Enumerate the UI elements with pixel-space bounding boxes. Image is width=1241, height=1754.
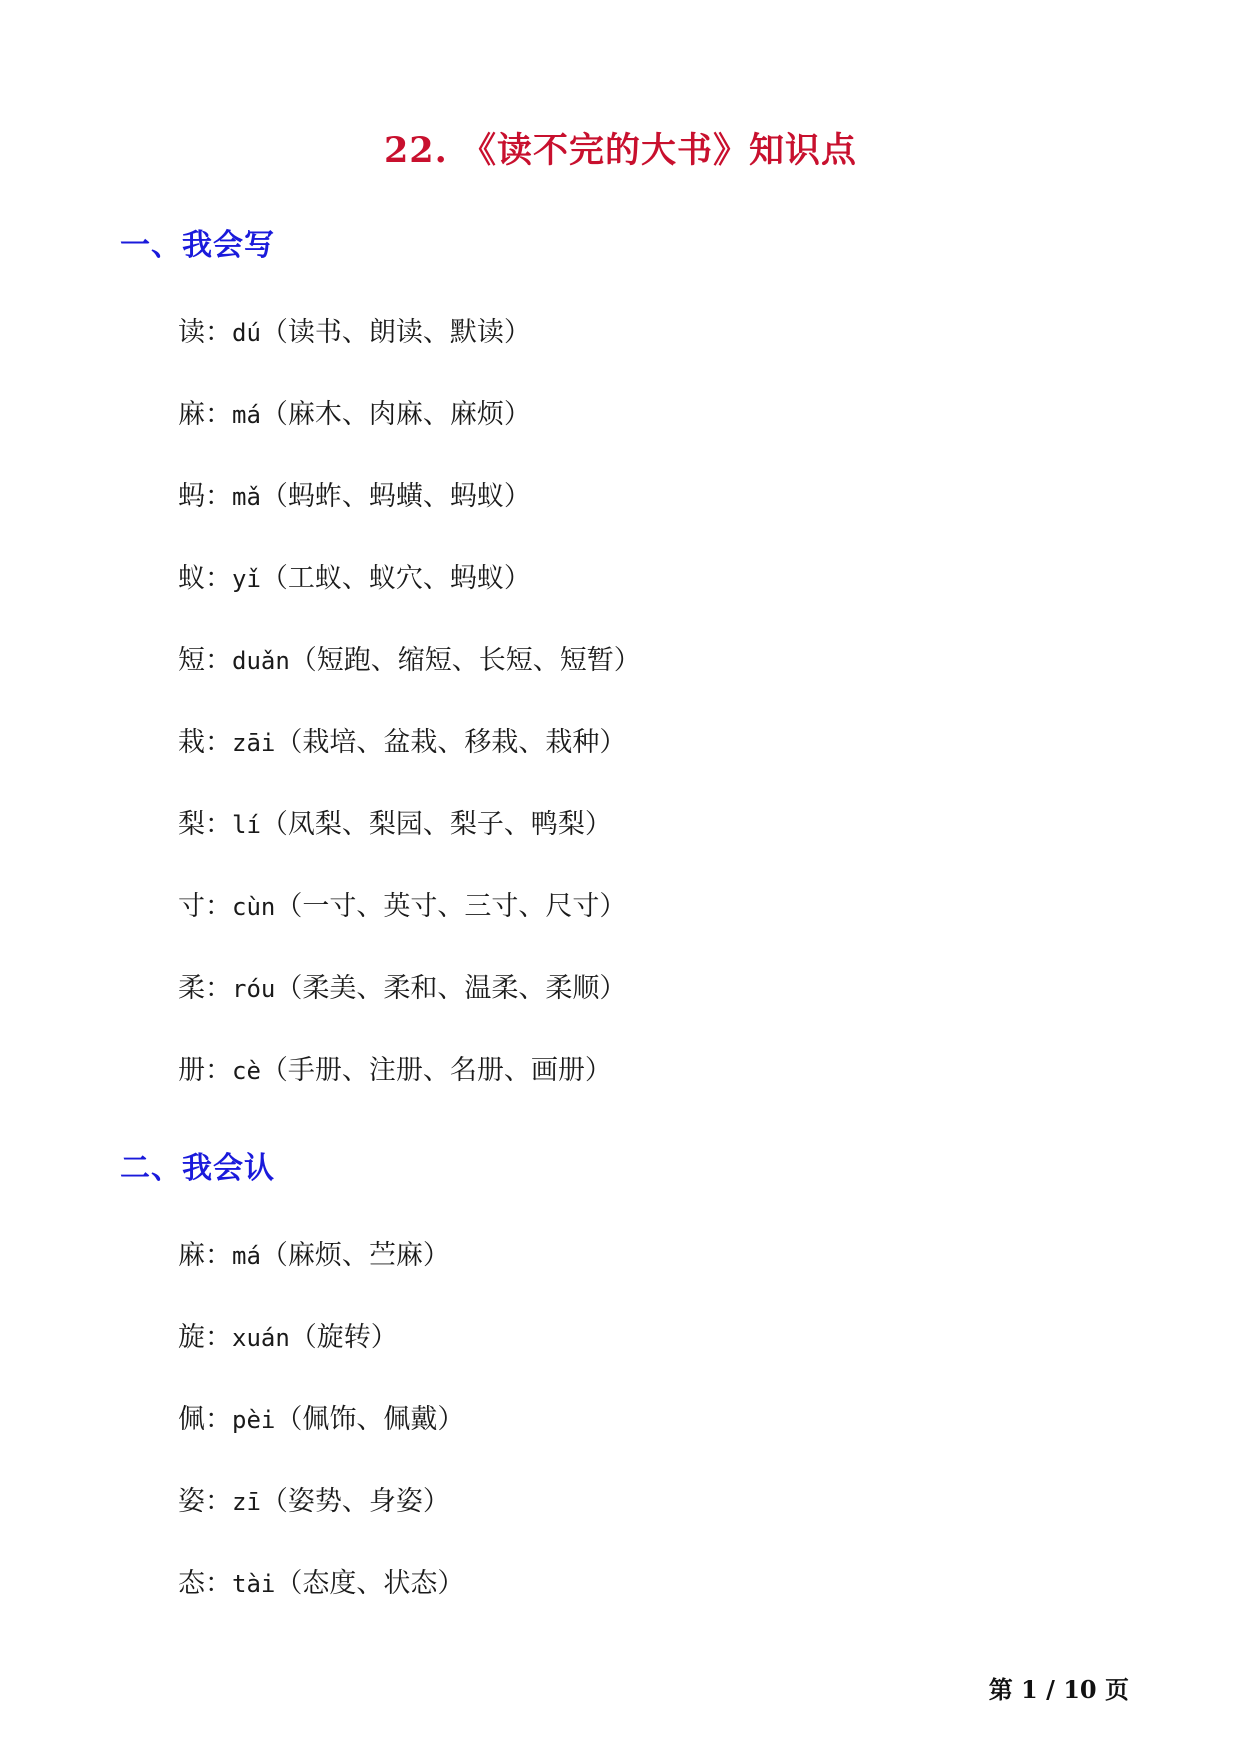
entry-words: （旋转） [289, 1322, 398, 1353]
entry-character: 册 [178, 1055, 205, 1086]
entry-words: （工蚁、蚁穴、蚂蚁） [260, 563, 531, 594]
write-entry [178, 724, 641, 806]
entry-pinyin: cùn [232, 893, 276, 921]
entry-separator: ： [205, 1568, 232, 1599]
entry-pinyin: róu [232, 975, 276, 1003]
entry-separator: ： [205, 1322, 232, 1353]
entry-pinyin: duǎn [232, 647, 290, 675]
section-heading-write: 一、我会写 [120, 228, 275, 263]
write-entry [178, 888, 641, 970]
page-number: 第 1 / 10 页 [988, 1675, 1129, 1704]
write-entry [178, 396, 641, 478]
entry-separator: ： [205, 645, 232, 676]
entry-separator: ： [205, 891, 232, 922]
entry-character: 麻 [178, 1240, 205, 1271]
entry-pinyin: má [232, 401, 261, 429]
entry-words: （蚂蚱、蚂蟥、蚂蚁） [260, 481, 531, 512]
entry-words: （栽培、盆栽、移栽、栽种） [275, 727, 627, 758]
entry-words: （读书、朗读、默读） [260, 317, 531, 348]
entry-words: （姿势、身姿） [260, 1486, 450, 1517]
entry-words: （手册、注册、名册、画册） [260, 1055, 612, 1086]
entry-character: 麻 [178, 399, 205, 430]
write-entry [178, 478, 641, 560]
entry-character: 短 [178, 645, 205, 676]
entry-character: 蚁 [178, 563, 205, 594]
write-entry-list [178, 314, 641, 1134]
write-entry [178, 314, 641, 396]
section-heading-recognize: 二、我会认 [120, 1151, 275, 1186]
recognize-entry [178, 1319, 464, 1401]
entry-separator: ： [205, 809, 232, 840]
write-entry [178, 806, 641, 888]
entry-pinyin: má [232, 1242, 261, 1270]
entry-character: 蚂 [178, 481, 205, 512]
entry-words: （一寸、英寸、三寸、尺寸） [275, 891, 627, 922]
entry-separator: ： [205, 727, 232, 758]
write-entry [178, 970, 641, 1052]
entry-character: 梨 [178, 809, 205, 840]
entry-separator: ： [205, 317, 232, 348]
entry-words: （短跑、缩短、长短、短暂） [289, 645, 641, 676]
entry-character: 旋 [178, 1322, 205, 1353]
entry-separator: ： [205, 399, 232, 430]
entry-words: （佩饰、佩戴） [275, 1404, 465, 1435]
entry-pinyin: xuán [232, 1324, 290, 1352]
entry-separator: ： [205, 563, 232, 594]
entry-character: 栽 [178, 727, 205, 758]
recognize-entry-list [178, 1237, 464, 1647]
entry-separator: ： [205, 1404, 232, 1435]
entry-character: 姿 [178, 1486, 205, 1517]
write-entry [178, 642, 641, 724]
entry-separator: ： [205, 1240, 232, 1271]
write-entry [178, 560, 641, 642]
entry-character: 柔 [178, 973, 205, 1004]
entry-words: （柔美、柔和、温柔、柔顺） [275, 973, 627, 1004]
entry-character: 佩 [178, 1404, 205, 1435]
write-entry [178, 1052, 641, 1134]
entry-pinyin: zī [232, 1488, 261, 1516]
entry-pinyin: lí [232, 811, 261, 839]
entry-character: 寸 [178, 891, 205, 922]
entry-pinyin: cè [232, 1057, 261, 1085]
entry-words: （态度、状态） [275, 1568, 465, 1599]
entry-character: 态 [178, 1568, 205, 1599]
recognize-entry [178, 1401, 464, 1483]
entry-pinyin: tài [232, 1570, 276, 1598]
entry-pinyin: mǎ [232, 483, 261, 511]
entry-separator: ： [205, 481, 232, 512]
entry-character: 读 [178, 317, 205, 348]
entry-separator: ： [205, 1055, 232, 1086]
entry-pinyin: dú [232, 319, 261, 347]
entry-pinyin: yǐ [232, 565, 261, 593]
recognize-entry [178, 1565, 464, 1647]
entry-pinyin: zāi [232, 729, 276, 757]
entry-words: （麻木、肉麻、麻烦） [260, 399, 531, 430]
entry-pinyin: pèi [232, 1406, 276, 1434]
page-title: 22. 《读不完的大书》知识点 [383, 130, 858, 171]
entry-words: （麻烦、苎麻） [260, 1240, 450, 1271]
recognize-entry [178, 1483, 464, 1565]
recognize-entry [178, 1237, 464, 1319]
entry-separator: ： [205, 1486, 232, 1517]
entry-words: （凤梨、梨园、梨子、鸭梨） [260, 809, 612, 840]
entry-separator: ： [205, 973, 232, 1004]
